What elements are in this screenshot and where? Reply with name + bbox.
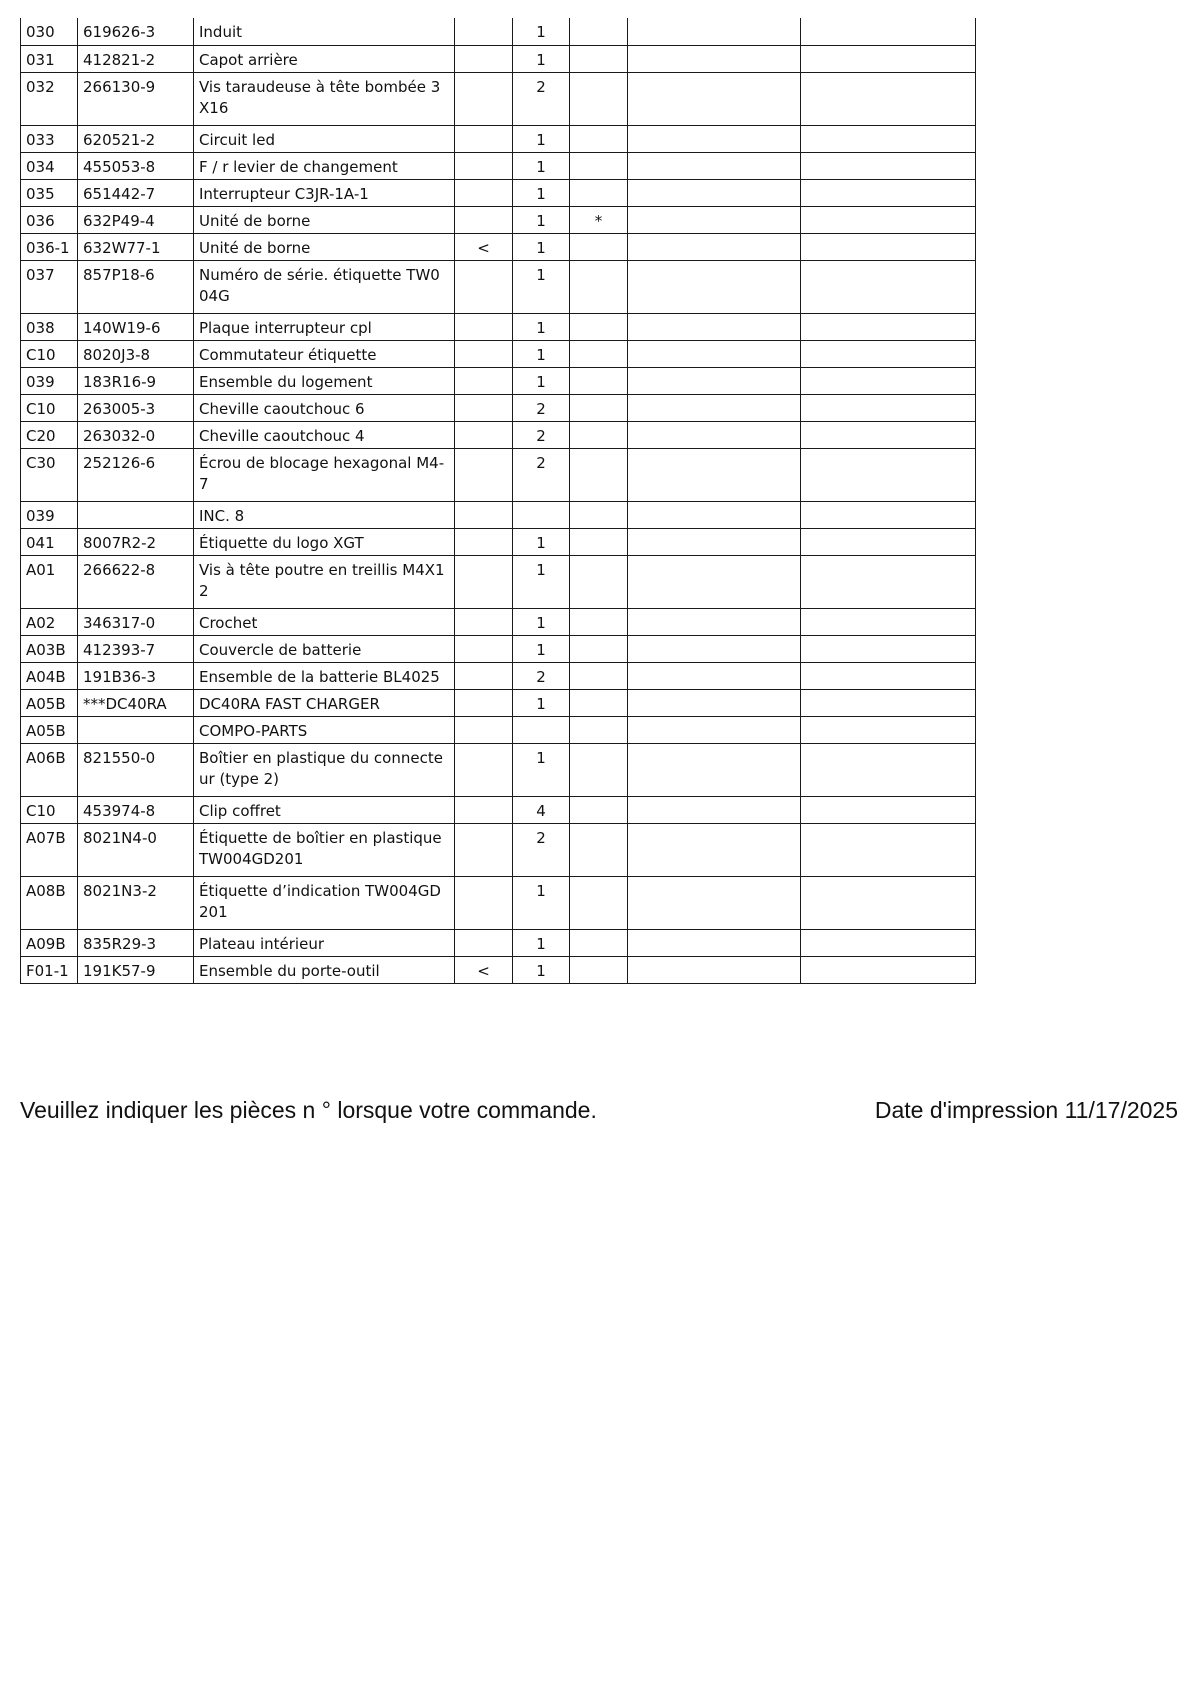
item-number-cell: 030: [21, 18, 78, 45]
empty-cell: [801, 956, 976, 983]
empty-cell: [801, 555, 976, 608]
part-number-cell: 8020J3-8: [78, 340, 194, 367]
empty-cell: [801, 18, 976, 45]
item-number-cell: C10: [21, 796, 78, 823]
quantity-cell: 1: [513, 555, 570, 608]
empty-cell: [801, 876, 976, 929]
empty-cell: [628, 72, 801, 125]
item-number-cell: A05B: [21, 716, 78, 743]
table-row: [21, 876, 976, 929]
quantity-cell: 1: [513, 367, 570, 394]
mark-cell: [455, 206, 513, 233]
quantity-cell: 1: [513, 956, 570, 983]
quantity-cell: 2: [513, 448, 570, 501]
note-cell: [570, 716, 628, 743]
quantity-cell: 1: [513, 45, 570, 72]
note-cell: [570, 260, 628, 313]
part-number-cell: [78, 716, 194, 743]
quantity-cell: 1: [513, 260, 570, 313]
note-cell: [570, 796, 628, 823]
table-row: [21, 608, 976, 635]
description-cell: Commutateur étiquette: [194, 340, 455, 367]
mark-cell: [455, 929, 513, 956]
empty-cell: [801, 448, 976, 501]
description-cell: Boîtier en plastique du connecteur (type 2): [194, 743, 455, 796]
mark-cell: <: [455, 233, 513, 260]
mark-cell: <: [455, 956, 513, 983]
mark-cell: [455, 876, 513, 929]
table-row: [21, 340, 976, 367]
quantity-cell: 1: [513, 876, 570, 929]
quantity-cell: 1: [513, 206, 570, 233]
part-number-cell: 8021N4-0: [78, 823, 194, 876]
empty-cell: [628, 340, 801, 367]
empty-cell: [628, 313, 801, 340]
description-cell: Vis taraudeuse à tête bombée 3X16: [194, 72, 455, 125]
quantity-cell: [513, 716, 570, 743]
part-number-cell: [78, 501, 194, 528]
quantity-cell: 1: [513, 929, 570, 956]
note-cell: [570, 501, 628, 528]
table-row: [21, 206, 976, 233]
description-cell: INC. 8: [194, 501, 455, 528]
empty-cell: [628, 233, 801, 260]
mark-cell: [455, 555, 513, 608]
quantity-cell: 1: [513, 528, 570, 555]
item-number-cell: 039: [21, 501, 78, 528]
parts-table-body: [21, 18, 976, 983]
part-number-cell: 263032-0: [78, 421, 194, 448]
empty-cell: [628, 152, 801, 179]
empty-cell: [801, 233, 976, 260]
empty-cell: [801, 260, 976, 313]
empty-cell: [628, 929, 801, 956]
item-number-cell: 038: [21, 313, 78, 340]
item-number-cell: 039: [21, 367, 78, 394]
table-row: [21, 313, 976, 340]
note-cell: [570, 367, 628, 394]
table-row: [21, 125, 976, 152]
empty-cell: [628, 18, 801, 45]
part-number-cell: 455053-8: [78, 152, 194, 179]
part-number-cell: 8007R2-2: [78, 528, 194, 555]
part-number-cell: 632P49-4: [78, 206, 194, 233]
note-cell: [570, 608, 628, 635]
quantity-cell: 1: [513, 635, 570, 662]
mark-cell: [455, 796, 513, 823]
part-number-cell: 346317-0: [78, 608, 194, 635]
description-cell: Capot arrière: [194, 45, 455, 72]
item-number-cell: A02: [21, 608, 78, 635]
table-row: [21, 501, 976, 528]
empty-cell: [628, 823, 801, 876]
empty-cell: [628, 716, 801, 743]
description-cell: COMPO-PARTS: [194, 716, 455, 743]
description-cell: Ensemble du logement: [194, 367, 455, 394]
table-row: [21, 448, 976, 501]
item-number-cell: 032: [21, 72, 78, 125]
description-cell: DC40RA FAST CHARGER: [194, 689, 455, 716]
description-cell: Écrou de blocage hexagonal M4-7: [194, 448, 455, 501]
description-cell: Clip coffret: [194, 796, 455, 823]
quantity-cell: 2: [513, 823, 570, 876]
table-row: [21, 528, 976, 555]
note-cell: [570, 956, 628, 983]
part-number-cell: 651442-7: [78, 179, 194, 206]
note-cell: [570, 313, 628, 340]
note-cell: [570, 421, 628, 448]
empty-cell: [628, 956, 801, 983]
quantity-cell: 1: [513, 743, 570, 796]
quantity-cell: 2: [513, 394, 570, 421]
mark-cell: [455, 152, 513, 179]
item-number-cell: 041: [21, 528, 78, 555]
empty-cell: [628, 45, 801, 72]
part-number-cell: 632W77-1: [78, 233, 194, 260]
description-cell: Numéro de série. étiquette TW004G: [194, 260, 455, 313]
part-number-cell: 191K57-9: [78, 956, 194, 983]
item-number-cell: A01: [21, 555, 78, 608]
empty-cell: [801, 662, 976, 689]
description-cell: Couvercle de batterie: [194, 635, 455, 662]
empty-cell: [801, 635, 976, 662]
description-cell: Étiquette du logo XGT: [194, 528, 455, 555]
empty-cell: [628, 555, 801, 608]
empty-cell: [801, 45, 976, 72]
description-cell: Ensemble du porte-outil: [194, 956, 455, 983]
table-row: [21, 635, 976, 662]
empty-cell: [628, 501, 801, 528]
order-instruction-note: Veuillez indiquer les pièces n ° lorsque votre commande.: [20, 1097, 597, 1123]
note-cell: [570, 689, 628, 716]
empty-cell: [801, 796, 976, 823]
note-cell: [570, 448, 628, 501]
quantity-cell: 1: [513, 18, 570, 45]
description-cell: Unité de borne: [194, 206, 455, 233]
part-number-cell: 140W19-6: [78, 313, 194, 340]
part-number-cell: 266622-8: [78, 555, 194, 608]
quantity-cell: 1: [513, 179, 570, 206]
note-cell: [570, 72, 628, 125]
part-number-cell: 266130-9: [78, 72, 194, 125]
note-cell: [570, 152, 628, 179]
table-row: [21, 367, 976, 394]
mark-cell: [455, 18, 513, 45]
mark-cell: [455, 421, 513, 448]
empty-cell: [801, 823, 976, 876]
description-cell: Étiquette d’indication TW004GD201: [194, 876, 455, 929]
item-number-cell: C20: [21, 421, 78, 448]
table-row: [21, 233, 976, 260]
note-cell: [570, 635, 628, 662]
empty-cell: [628, 260, 801, 313]
table-row: [21, 18, 976, 45]
note-cell: [570, 743, 628, 796]
item-number-cell: 035: [21, 179, 78, 206]
parts-table: [20, 18, 976, 984]
description-cell: Interrupteur C3JR-1A-1: [194, 179, 455, 206]
description-cell: Étiquette de boîtier en plastique TW004GD201: [194, 823, 455, 876]
empty-cell: [628, 608, 801, 635]
empty-cell: [801, 608, 976, 635]
mark-cell: [455, 528, 513, 555]
table-row: [21, 45, 976, 72]
note-cell: [570, 45, 628, 72]
note-cell: [570, 394, 628, 421]
mark-cell: [455, 662, 513, 689]
empty-cell: [628, 125, 801, 152]
mark-cell: [455, 716, 513, 743]
mark-cell: [455, 340, 513, 367]
note-cell: [570, 125, 628, 152]
empty-cell: [628, 689, 801, 716]
table-row: [21, 823, 976, 876]
empty-cell: [628, 796, 801, 823]
note-cell: [570, 18, 628, 45]
item-number-cell: 036-1: [21, 233, 78, 260]
item-number-cell: 033: [21, 125, 78, 152]
part-number-cell: 8021N3-2: [78, 876, 194, 929]
empty-cell: [628, 743, 801, 796]
note-cell: [570, 233, 628, 260]
part-number-cell: 412393-7: [78, 635, 194, 662]
mark-cell: [455, 367, 513, 394]
part-number-cell: 252126-6: [78, 448, 194, 501]
part-number-cell: 191B36-3: [78, 662, 194, 689]
part-number-cell: 619626-3: [78, 18, 194, 45]
note-cell: [570, 528, 628, 555]
item-number-cell: C10: [21, 394, 78, 421]
description-cell: F / r levier de changement: [194, 152, 455, 179]
part-number-cell: 620521-2: [78, 125, 194, 152]
part-number-cell: 453974-8: [78, 796, 194, 823]
description-cell: Cheville caoutchouc 6: [194, 394, 455, 421]
empty-cell: [628, 662, 801, 689]
item-number-cell: 036: [21, 206, 78, 233]
part-number-cell: 412821-2: [78, 45, 194, 72]
description-cell: Crochet: [194, 608, 455, 635]
mark-cell: [455, 823, 513, 876]
quantity-cell: 1: [513, 340, 570, 367]
note-cell: [570, 876, 628, 929]
empty-cell: [801, 501, 976, 528]
mark-cell: [455, 45, 513, 72]
empty-cell: [628, 206, 801, 233]
part-number-cell: 183R16-9: [78, 367, 194, 394]
mark-cell: [455, 313, 513, 340]
item-number-cell: C10: [21, 340, 78, 367]
table-row: [21, 394, 976, 421]
empty-cell: [628, 179, 801, 206]
table-row: [21, 689, 976, 716]
quantity-cell: 1: [513, 152, 570, 179]
quantity-cell: [513, 501, 570, 528]
empty-cell: [801, 528, 976, 555]
item-number-cell: A04B: [21, 662, 78, 689]
empty-cell: [801, 72, 976, 125]
item-number-cell: C30: [21, 448, 78, 501]
mark-cell: [455, 608, 513, 635]
part-number-cell: 835R29-3: [78, 929, 194, 956]
quantity-cell: 1: [513, 233, 570, 260]
table-row: [21, 260, 976, 313]
item-number-cell: A08B: [21, 876, 78, 929]
item-number-cell: F01-1: [21, 956, 78, 983]
item-number-cell: A03B: [21, 635, 78, 662]
empty-cell: [801, 743, 976, 796]
note-cell: *: [570, 206, 628, 233]
quantity-cell: 1: [513, 689, 570, 716]
quantity-cell: 1: [513, 313, 570, 340]
empty-cell: [801, 394, 976, 421]
note-cell: [570, 555, 628, 608]
mark-cell: [455, 635, 513, 662]
item-number-cell: A05B: [21, 689, 78, 716]
table-row: [21, 929, 976, 956]
print-date: Date d'impression 11/17/2025: [874, 1097, 1178, 1123]
table-row: [21, 72, 976, 125]
item-number-cell: 037: [21, 260, 78, 313]
part-number-cell: 821550-0: [78, 743, 194, 796]
empty-cell: [628, 448, 801, 501]
mark-cell: [455, 179, 513, 206]
description-cell: Induit: [194, 18, 455, 45]
table-row: [21, 152, 976, 179]
table-row: [21, 555, 976, 608]
quantity-cell: 2: [513, 662, 570, 689]
empty-cell: [801, 367, 976, 394]
empty-cell: [628, 635, 801, 662]
empty-cell: [628, 528, 801, 555]
description-cell: Cheville caoutchouc 4: [194, 421, 455, 448]
description-cell: Ensemble de la batterie BL4025: [194, 662, 455, 689]
empty-cell: [801, 179, 976, 206]
note-cell: [570, 179, 628, 206]
note-cell: [570, 823, 628, 876]
empty-cell: [801, 313, 976, 340]
mark-cell: [455, 448, 513, 501]
table-row: [21, 743, 976, 796]
table-row: [21, 421, 976, 448]
part-number-cell: 263005-3: [78, 394, 194, 421]
description-cell: Plateau intérieur: [194, 929, 455, 956]
item-number-cell: 034: [21, 152, 78, 179]
empty-cell: [801, 929, 976, 956]
empty-cell: [801, 421, 976, 448]
note-cell: [570, 929, 628, 956]
empty-cell: [801, 206, 976, 233]
table-row: [21, 716, 976, 743]
note-cell: [570, 340, 628, 367]
table-row: [21, 662, 976, 689]
mark-cell: [455, 501, 513, 528]
empty-cell: [801, 689, 976, 716]
empty-cell: [801, 716, 976, 743]
quantity-cell: 1: [513, 608, 570, 635]
table-row: [21, 796, 976, 823]
mark-cell: [455, 743, 513, 796]
quantity-cell: 1: [513, 125, 570, 152]
item-number-cell: A09B: [21, 929, 78, 956]
mark-cell: [455, 72, 513, 125]
note-cell: [570, 662, 628, 689]
quantity-cell: 4: [513, 796, 570, 823]
mark-cell: [455, 125, 513, 152]
empty-cell: [628, 367, 801, 394]
quantity-cell: 2: [513, 421, 570, 448]
empty-cell: [628, 421, 801, 448]
empty-cell: [628, 876, 801, 929]
table-row: [21, 956, 976, 983]
description-cell: Vis à tête poutre en treillis M4X12: [194, 555, 455, 608]
empty-cell: [801, 152, 976, 179]
part-number-cell: 857P18-6: [78, 260, 194, 313]
description-cell: Plaque interrupteur cpl: [194, 313, 455, 340]
empty-cell: [801, 340, 976, 367]
description-cell: Unité de borne: [194, 233, 455, 260]
mark-cell: [455, 260, 513, 313]
item-number-cell: 031: [21, 45, 78, 72]
empty-cell: [628, 394, 801, 421]
item-number-cell: A06B: [21, 743, 78, 796]
quantity-cell: 2: [513, 72, 570, 125]
description-cell: Circuit led: [194, 125, 455, 152]
part-number-cell: ***DC40RA: [78, 689, 194, 716]
mark-cell: [455, 689, 513, 716]
mark-cell: [455, 394, 513, 421]
table-row: [21, 179, 976, 206]
item-number-cell: A07B: [21, 823, 78, 876]
empty-cell: [801, 125, 976, 152]
